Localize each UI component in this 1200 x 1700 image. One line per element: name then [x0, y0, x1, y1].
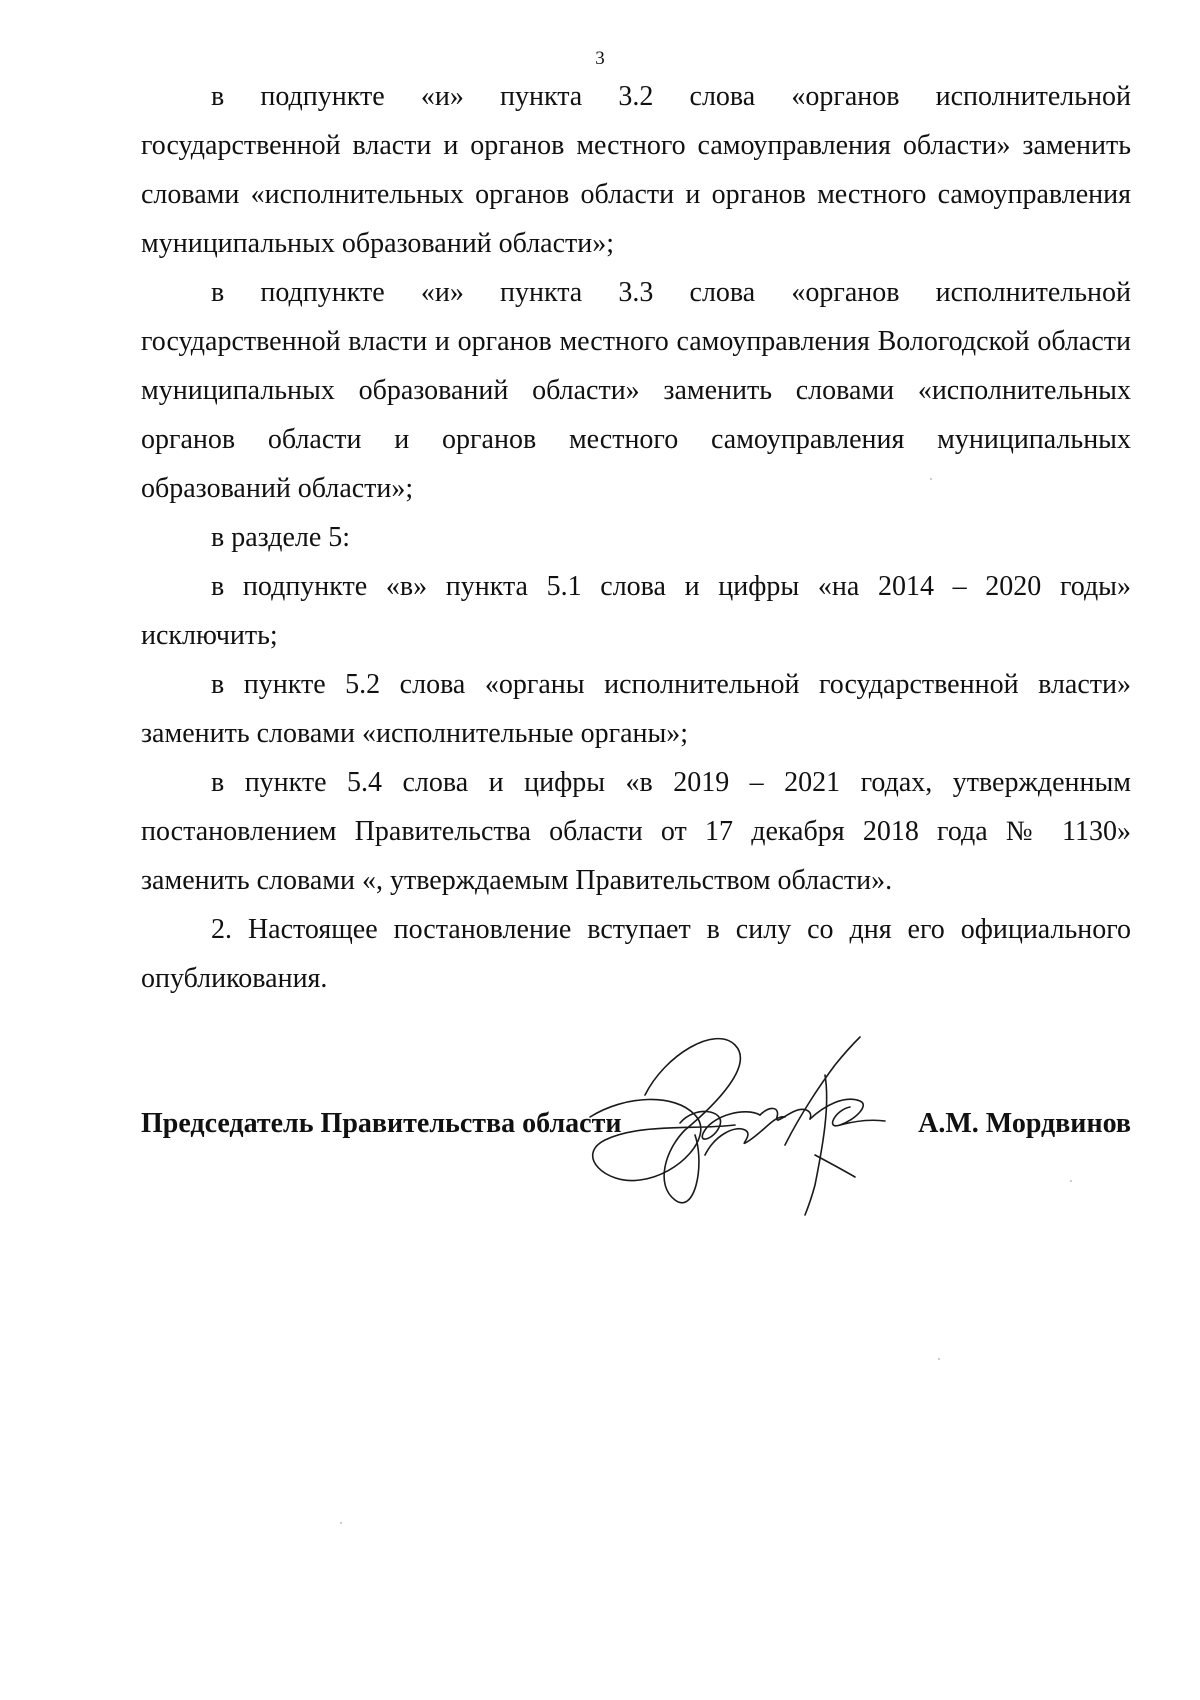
paragraph-amend-5-2: в пункте 5.2 слова «органы исполнительной государственной власти» заменить словами «исполнительные органы»;	[141, 669, 1131, 749]
signatory-title: Председатель Правительства области	[141, 1108, 622, 1139]
page-number: 3	[595, 48, 605, 69]
signatory-name: А.М. Мордвинов	[918, 1108, 1131, 1139]
scan-speck	[1070, 1180, 1072, 1182]
scan-speck	[340, 1522, 342, 1524]
handwritten-signature	[585, 1035, 925, 1235]
paragraph-amend-5-4: в пункте 5.4 слова и цифры «в 2019 – 2021 годах, утвержденным постановлением Правительства области от 17 декабря 2018 года № 1130» заменить словами «, утверждаемым Правительством области».	[141, 767, 1131, 896]
paragraph-amend-5-1: в подпункте «в» пункта 5.1 слова и цифры «на 2014 – 2020 годы» исключить;	[141, 571, 1131, 651]
scan-speck	[930, 478, 932, 480]
paragraph-section-5: в разделе 5:	[211, 522, 351, 553]
paragraph-entry-into-force: 2. Настоящее постановление вступает в силу со дня его официального опубликования.	[141, 914, 1131, 994]
paragraph-amend-3-3: в подпункте «и» пункта 3.3 слова «органов исполнительной государственной власти и органов местного самоуправления Вологодской области муниципальных образований области» заменить словами «исполнительных органов области и органов местного самоуправления муниципальных образований области»;	[141, 277, 1131, 504]
document-body	[141, 72, 1131, 1003]
paragraph-amend-3-2: в подпункте «и» пункта 3.2 слова «органов исполнительной государственной власти и органов местного самоуправления области» заменить словами «исполнительных органов области и органов местного самоуправления муниципальных образований области»;	[141, 81, 1131, 259]
scan-speck	[938, 1358, 940, 1360]
